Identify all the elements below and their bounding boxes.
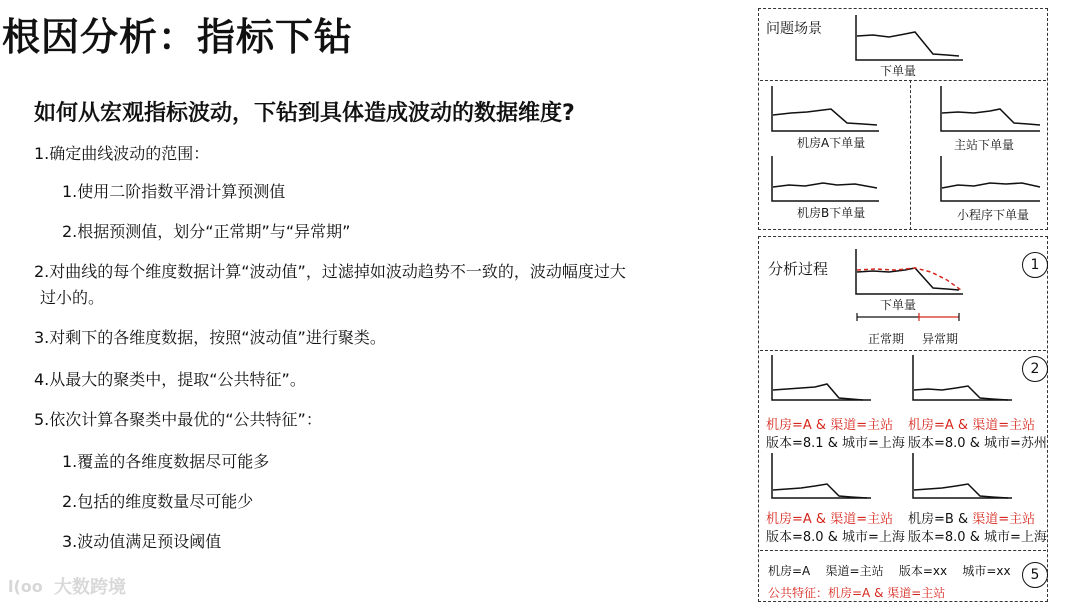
period-range-bar [855,312,965,322]
analysis-step1-chart [855,248,970,298]
analysis-step1-chart-label: 下单量 [880,298,917,312]
chart-main-site [940,85,1052,135]
chart-main-site-label: 主站下单量 [954,138,1015,152]
cluster-4-attrs: 版本=8.0 & 城市=上海 [908,530,1047,545]
watermark [8,572,126,600]
cluster-4-feature [908,508,1035,527]
scenario-main-chart-label: 下单量 [880,64,917,78]
cluster-4-feature-black: 机房=B & [908,512,973,527]
step-5-1: 1.覆盖的各维度数据尽可能多 [62,452,270,471]
scenario-main-chart [855,14,965,64]
cluster-chart-1 [771,354,883,404]
abnormal-period-label: 异常期 [922,332,959,346]
watermark-logo-icon [8,572,50,600]
step-1-2: 2.根据预测值，划分“正常期”与“异常期” [62,222,351,241]
chart-room-b [771,155,883,205]
watermark-text: 大数跨境 [54,577,126,598]
svg-text:l(oo: l(oo [8,577,43,596]
cluster-1-attrs: 版本=8.1 & 城市=上海 [766,436,905,451]
chart-room-a-label: 机房A下单量 [797,136,866,150]
scenario-label: 问题场景 [766,21,822,37]
cluster-1-feature: 机房=A & 渠道=主站 [766,418,894,433]
cluster-2-feature: 机房=A & 渠道=主站 [908,418,1036,433]
step-2: 2.对曲线的每个维度数据计算“波动值”，过滤掉如波动趋势不一致的，波动幅度过大 [34,262,626,281]
step-5-3: 3.波动值满足预设阈值 [62,532,222,551]
cluster-4-feature-red: 渠道=主站 [972,512,1036,527]
step-2-cont: 过小的。 [40,288,105,307]
step-4: 4.从最大的聚类中，提取“公共特征”。 [34,370,306,389]
chart-mini-program-label: 小程序下单量 [957,208,1030,222]
step-1-1: 1.使用二阶指数平滑计算预测值 [62,182,286,201]
step-2-badge: 2 [1022,356,1048,382]
common-feature: 公共特征：机房=A & 渠道=主站 [768,586,946,600]
chart-mini-program [940,155,1052,205]
scenario-divider-v [910,80,911,230]
dimension-feature-line: 机房=A 渠道=主站 版本=xx 城市=xx [768,564,1011,578]
chart-room-a [771,85,883,135]
normal-period-label: 正常期 [868,332,905,346]
step-3: 3.对剩下的各维度数据，按照“波动值”进行聚类。 [34,328,386,347]
chart-room-b-label: 机房B下单量 [797,206,866,220]
step-5: 5.依次计算各聚类中最优的“公共特征”： [34,410,322,429]
step-1: 1.确定曲线波动的范围： [34,144,210,163]
page-title: 根因分析：指标下钻 [2,15,354,59]
step-5-badge: 5 [1022,562,1048,588]
step-5-2: 2.包括的维度数量尽可能少 [62,492,254,511]
cluster-3-feature: 机房=A & 渠道=主站 [766,512,894,527]
question-heading: 如何从宏观指标波动，下钻到具体造成波动的数据维度? [34,101,575,126]
analysis-divider-1 [760,350,1046,351]
cluster-3-attrs: 版本=8.0 & 城市=上海 [766,530,905,545]
cluster-chart-2 [912,354,1024,404]
scenario-divider-h [760,80,1046,81]
cluster-chart-3 [771,452,883,502]
step-1-badge: 1 [1022,252,1048,278]
cluster-2-attrs: 版本=8.0 & 城市=苏州 [908,436,1047,451]
cluster-chart-4 [912,452,1024,502]
analysis-label: 分析过程 [768,260,829,278]
analysis-divider-2 [760,550,1046,551]
